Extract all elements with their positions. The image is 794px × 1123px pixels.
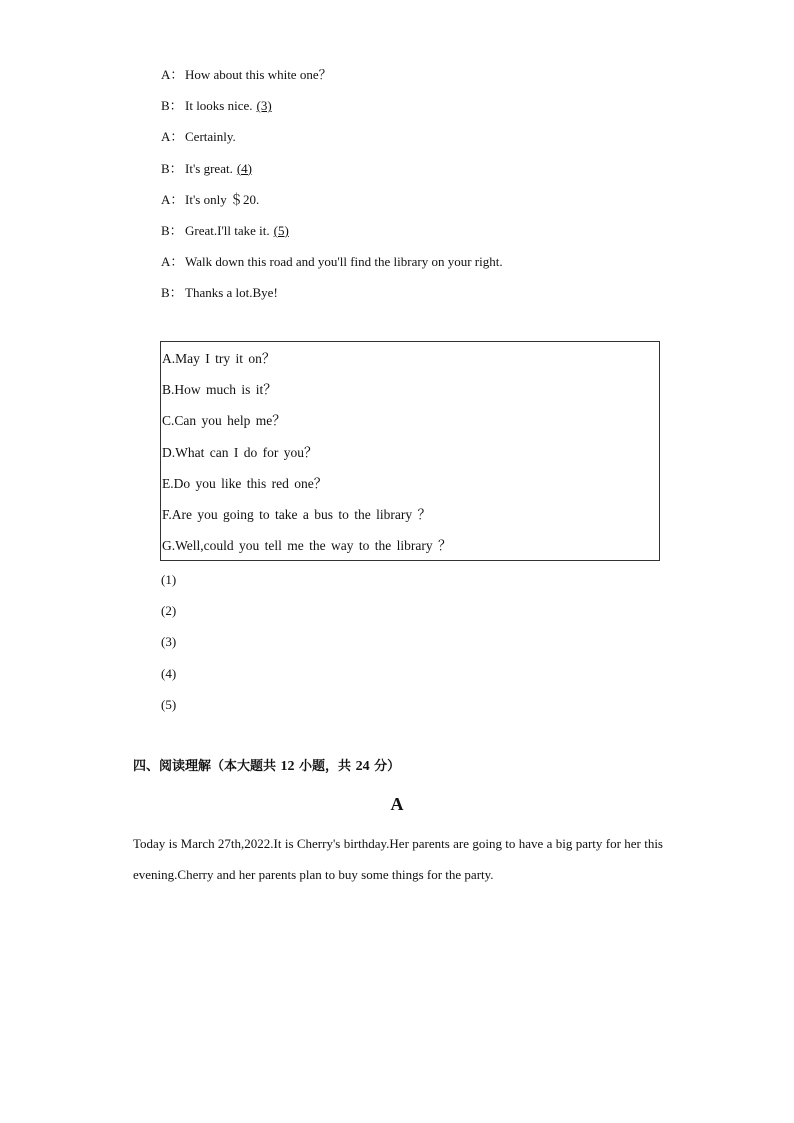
dialogue-line: [161, 64, 681, 95]
answer-blank: (4): [236, 160, 252, 176]
speaker-label: A：: [161, 254, 184, 270]
dialogue-text: Thanks a lot.Bye!: [185, 285, 278, 301]
answer-slot-2: (2): [161, 603, 177, 619]
option-d: D.What can I do for you？: [162, 444, 318, 460]
speaker-label: B：: [161, 285, 183, 301]
dialogue: [161, 64, 681, 314]
option-e: E.Do you like this red one？: [162, 475, 328, 491]
dialogue-text: Great.I'll take it.: [185, 222, 270, 238]
dialogue-line: [161, 251, 681, 282]
option-b: B.How much is it？: [162, 382, 277, 398]
dialogue-line: [161, 189, 681, 220]
question-count: 12: [280, 759, 295, 774]
speaker-label: B：: [161, 222, 183, 238]
option-c: C.Can you help me？: [162, 413, 286, 429]
answer-blank: (5): [273, 222, 289, 238]
speaker-label: A：: [161, 67, 184, 82]
dialogue-line: [161, 95, 681, 126]
answer-slot-4: (4): [161, 665, 177, 681]
answer-slot-1: (1): [161, 572, 177, 587]
passage-title: A: [390, 794, 404, 814]
answer-slots: [161, 569, 176, 725]
dialogue-line: [161, 158, 681, 189]
dialogue-line: [161, 126, 681, 157]
answer-blank: (3): [256, 98, 272, 114]
passage-text: Today is March 27th,2022.It is Cherry's birthday.Her parents are going to have a big party for her this evening.Cherry and her parents plan to buy some things for the party.: [133, 836, 663, 883]
dialogue-text: Certainly.: [185, 129, 236, 145]
dialogue-text: It's great.: [185, 160, 233, 176]
speaker-label: B：: [161, 98, 183, 114]
section-points: 24: [355, 759, 370, 774]
dialogue-line: [161, 282, 681, 313]
option-f: F.Are you going to take a bus to the library ？: [162, 506, 431, 522]
section-prefix: 四、阅读理解（本大题共: [133, 759, 281, 774]
option-a: A.May I try it on？: [162, 351, 276, 366]
dialogue-text: Walk down this road and you'll find the library on your right.: [185, 254, 503, 270]
answer-slot-3: (3): [161, 634, 177, 650]
speaker-label: A：: [161, 129, 184, 145]
speaker-label: B：: [161, 160, 183, 176]
dialogue-line: [161, 220, 681, 251]
dialogue-text: It's only ＄20.: [185, 191, 260, 207]
dialogue-text: It looks nice.: [185, 98, 253, 114]
answer-slot-5: (5): [161, 696, 177, 712]
dialogue-text: How about this white one？: [185, 67, 332, 82]
section-middle: 小题，共: [294, 759, 356, 774]
option-g: G.Well,could you tell me the way to the library ？: [162, 538, 452, 554]
section-suffix: 分）: [369, 759, 401, 774]
speaker-label: A：: [161, 191, 184, 207]
options-box: [160, 341, 660, 561]
section-heading: [133, 757, 400, 777]
